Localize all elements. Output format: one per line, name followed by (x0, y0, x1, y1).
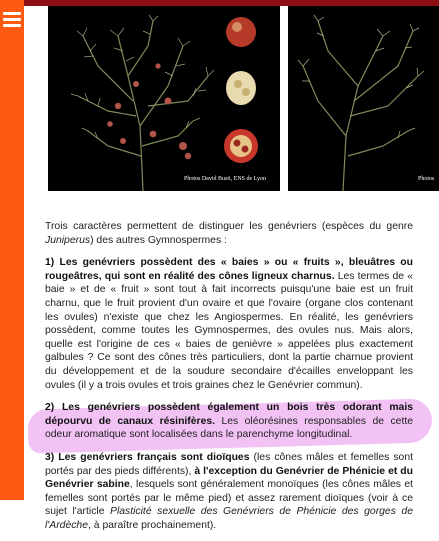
article-body (45, 220, 413, 541)
photo-credit-caption-2: Photos (418, 176, 435, 182)
point-1-paragraph: 1) Les genévriers possèdent des « baies » ou « fruits », bleuâtres ou rougeâtres, qui sont en réalité des cônes ligneux charnus. Les termes de « baie » et de « fruit » sont tout à fait incorrects puisqu'une baie est un fruit charnu, que le fruit provient d'un ovaire et que l'ovaire (organe clos contenant les ovules) n'existe que chez les Angiospermes. En réalité, les genévriers possèdent, comme toutes les Gymnospermes, des ovules nus. Mais alors, quelle est l'origine de ces « baies de genièvre » appelées plus exactement galbules ? Ce sont des cônes très particuliers, dont la partie charnue provient du développement et de la soudure secondaire d'écailles enveloppant les ovules (il y a trois ovules et trois graines chez le Genévrier commun). (45, 257, 413, 391)
juniper-branch-illustration (48, 6, 280, 191)
point-2-paragraph: 2) Les genévriers possèdent également un bois très odorant mais dépourvu de canaux résinifères. Les oléorésines responsables de cette odeur aromatique sont localisées dans le parenchyme longitudinal. (45, 402, 413, 441)
intro-paragraph: Trois caractères permettent de distinguer les genévriers (espèces du genre Juniperus) des autres Gymnospermes : (45, 221, 413, 246)
hamburger-menu-icon[interactable] (3, 12, 21, 28)
photo-credit-caption: Photos David Busti, ENS de Lyon (184, 176, 267, 182)
point-3-paragraph: 3) Les genévriers français sont dioïques (les cônes mâles et femelles sont portés par des pieds différents), à l'exception du Genévrier de Phénicie et du Genévrier sabine, lesquels sont généralement monoïques (les cônes mâles et femelles sont portés par le même pied) et assez rarement dioïques (voir à ce sujet l'article Plasticité sexuelle des Genévriers de Phénicie des gorges de l'Ardèche, à paraître prochainement). (45, 451, 413, 531)
juniper-branch-illustration-2 (288, 6, 439, 191)
sidebar (0, 0, 24, 500)
juniper-branch-photo (288, 6, 439, 191)
juniper-berries-photo (48, 6, 280, 191)
